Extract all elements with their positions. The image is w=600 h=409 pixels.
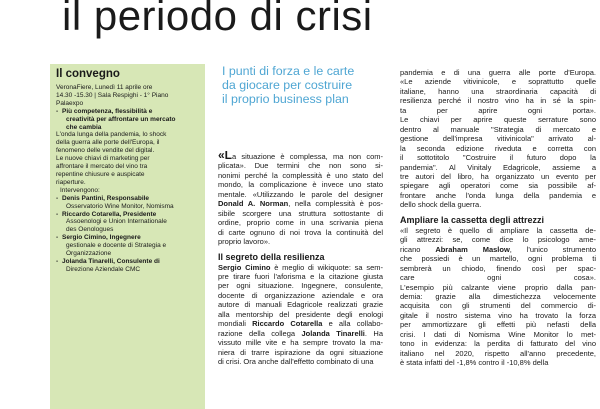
sidebar-line: - Riccardo Cotarella, Presidente (56, 211, 202, 219)
text-line: di crisi. Ora anche dall'effetto combinato di una (218, 357, 374, 367)
text-line: Sergio Cimino è meglio di wikiquote: sa sem- (218, 262, 383, 272)
body-paragraph (400, 226, 596, 368)
text-line: spiegare agli operatori come sia possibile af- (400, 181, 596, 191)
text-line: razione della collega Jolanda Tinarelli. Ha (218, 328, 383, 338)
sidebar-box (50, 64, 205, 409)
sidebar-line: affrontare il mercato del vino tra (56, 163, 148, 171)
text-line: L'esempio più calzante viene proprio dalla pan- (400, 282, 596, 292)
text-line: pandemia". Al Vinitaly Edagricole, assieme a (400, 162, 596, 172)
text-line: è stata infatti del -1,8% contro il -10,8% della (400, 358, 549, 368)
text-line: per ammortizzare gli effetti più nefasti della (400, 320, 596, 330)
sidebar-line: Intervengono: (60, 186, 100, 194)
text-line: tre autori del libro, ha organizzato un evento per (400, 171, 596, 181)
text-line: sembrerà un chiodo, finendo così per spac- (400, 263, 596, 273)
sidebar-line: della guerra alle porte dell'Europa, il (56, 139, 160, 147)
sidebar-line: L'onda lunga della pandemia, lo shock (56, 131, 167, 139)
text-line: ricano Abraham Maslow, l'unico strumento (400, 244, 596, 254)
text-line: gestione dell'impresa vitivinicola" arrivato al- (400, 134, 596, 144)
sidebar-line: VeronaFiere, Lunedì 11 aprile ore (56, 84, 153, 91)
sidebar-line: 14.30 -15.30 | Sala Respighi - 1° Piano (56, 91, 169, 99)
text-line: dello shock della guerra. (400, 200, 482, 210)
section-heading: Il segreto della resilienza (218, 251, 325, 262)
text-line: pre tirare fuori l'aforisma e la citazione giusta (218, 271, 383, 281)
section-heading: Ampliare la cassetta degli attrezzi (400, 214, 545, 225)
text-line: italiano nel 2020, rispetto all'anno precedente, (400, 348, 596, 358)
lead-line: da giocare per costruire (222, 78, 353, 92)
sidebar-line: riaperture. (56, 178, 86, 186)
sidebar-line: - Jolanda Tinarelli, Consulente di (56, 258, 202, 266)
text-line: ordine, proprio come in una scrivania piena (218, 218, 383, 228)
text-line: la seconda edizione riveduta e corretta con (400, 143, 596, 153)
sidebar-body (56, 84, 202, 274)
text-line: il sottotitolo "Costruire il futuro dopo la (400, 153, 596, 163)
text-line: demia: grazie alla dimestichezza velocemente (400, 291, 596, 301)
article-column-middle (218, 151, 383, 367)
text-line: acquisita con gli strumenti del commercio di- (400, 301, 596, 311)
text-line: alla mentorship del presidente degli enologi (218, 309, 383, 319)
body-paragraph (400, 68, 596, 210)
text-line: care ogni cosa». (400, 273, 596, 283)
text-line: di carte ognuno di noi trova la continuità del (218, 227, 383, 237)
text-line: Le chiavi per aprire queste serrature sono (400, 115, 596, 125)
text-line: per ogni situazione. Ingegnere, consulente, (218, 281, 383, 291)
text-line: docente di organizzazione aziendale e ora (218, 290, 383, 300)
text-line: ta per aprire ogni porta». (400, 105, 596, 115)
text-line: sibile scorgere una struttura sottostante di (218, 208, 383, 218)
intro-paragraph (218, 151, 383, 247)
text-line: mentale. «Utilizzando le parole del designer (218, 189, 383, 199)
sidebar-line: fenomeno delle vendite del digital. (56, 147, 155, 155)
text-line: resilienza perché il nostro vino ha in sé la spin- (400, 96, 596, 106)
lead-line: I punti di forza e le carte (222, 64, 355, 78)
text-line: plicata». Due termini che non sono si- (218, 161, 383, 171)
body-paragraph (218, 263, 383, 367)
sidebar-line: Palaexpo (56, 99, 84, 107)
sidebar-line: Organizzazione (66, 250, 112, 258)
page-title: il periodo di crisi (62, 0, 373, 39)
sidebar-line: gestionale e docente di Strategia e (66, 242, 167, 250)
sidebar-line: des Oenologues (66, 226, 114, 234)
sidebar-title: Il convegno (56, 68, 120, 80)
text-line: «La situazione è complessa, ma non com- (218, 151, 383, 162)
text-line: che possiedi è un martello, ogni problema ti (400, 254, 596, 264)
sidebar-line: che cambia (66, 123, 102, 131)
sidebar-line: - Più competenza, flessibilità e (56, 108, 202, 116)
text-line: crisi. I dati di Nomisma Wine Monitor lo met- (400, 329, 596, 339)
text-line: tono in evidenza: la perdita di fatturato del vino (400, 339, 596, 349)
text-line: vissuto mille vite e ha sempre trovato la ma- (218, 338, 383, 348)
lead-subtitle (222, 64, 387, 106)
sidebar-line: Assoenologi e Union Internationale (66, 218, 167, 226)
sidebar-line: creatività per affrontare un mercato (66, 115, 176, 123)
sidebar-line: repentine chiusure e auspicate (56, 170, 145, 178)
sidebar-line: Direzione Aziendale CMC (66, 265, 141, 273)
text-line: autore di manuali Edagricole realizzati grazie (218, 300, 383, 310)
text-line: frontare anche l'onda lunga della pandemia e (400, 190, 596, 200)
text-line: pandemia e di una guerra alle porte d'Europa. (400, 68, 596, 77)
text-line: italiane, hanno una straordinaria capacità di (400, 86, 596, 96)
text-line: dentro al manuale "Strategia di mercato e (400, 124, 596, 134)
text-line: mondo, la complicazione è invece uno stato (218, 180, 383, 190)
text-line: proprio lavoro». (218, 237, 271, 247)
text-line: gli attrezzi: se, come dice lo psicologo ame- (400, 235, 596, 245)
text-line: mondiali Riccardo Cotarella e alla collabo- (218, 319, 383, 329)
text-line: niera di trarre ispirazione da ogni situazione (218, 347, 383, 357)
text-line: «Le aziende vitivinicole, e soprattutto quelle (400, 77, 596, 87)
sidebar-line: - Sergio Cimino, Ingegnere (56, 234, 202, 242)
sidebar-line: - Denis Pantini, Responsabile (56, 195, 202, 203)
text-line: Donald A. Norman, nella complessità è pos- (218, 199, 383, 209)
sidebar-line: Le nuove chiavi di marketing per (56, 155, 150, 163)
article-column-right (400, 68, 596, 368)
sidebar-line: Osservatorio Wine Monitor, Nomisma (66, 202, 174, 210)
lead-line: il proprio business plan (222, 92, 349, 106)
text-line: gitale il nostro sistema vino ha trovato la forza (400, 310, 596, 320)
text-line: nonimi perché la complessità è uno stato del (218, 170, 383, 180)
text-line: «Il segreto è quello di ampliare la cassetta de- (400, 225, 596, 235)
